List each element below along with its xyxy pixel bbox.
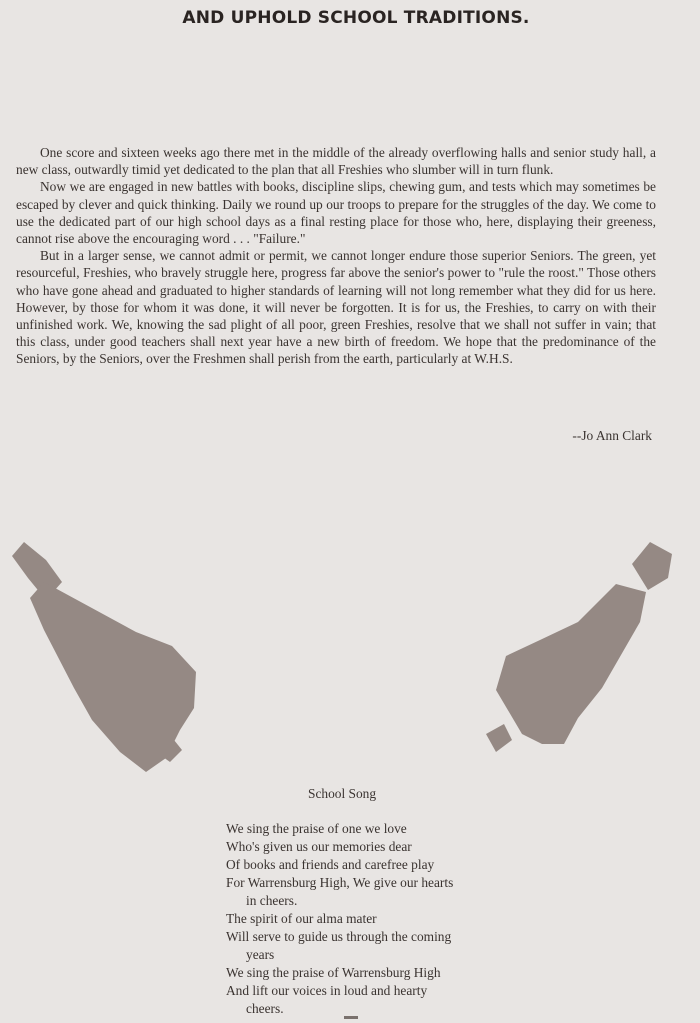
song-line: We sing the praise of one we love	[226, 821, 407, 836]
song-line: years	[246, 947, 275, 962]
essay-paragraph-3: But in a larger sense, we cannot admit or permit, we cannot longer endure those superior Seniors. The green, yet resourceful, Freshies, who bravely struggle here, progress far above the senior's power to "rule the roost." Those others who have gone ahead and graduated to higher standards of learning will not long remember what they did for us here. However, by those for whom it was done, it will never be forgotten. It is for us, the Freshies, to carry on with their unfinished work. We, knowing the sad plight of all poor, green Freshies, resolve that we shall not suffer in vain; that this class, under good teachers shall next year have a new birth of freedom. We hope that the predominance of the Seniors, by the Seniors, over the Freshmen shall perish from the earth, particularly at W.H.S.	[16, 248, 656, 367]
song-line: And lift our voices in loud and hearty	[226, 983, 428, 998]
author-signature: --Jo Ann Clark	[572, 428, 652, 443]
essay-body	[16, 144, 656, 368]
song-line: For Warrensburg High, We give our hearts	[226, 875, 454, 890]
torch-left-icon	[6, 538, 206, 778]
song-title: School Song	[308, 786, 377, 801]
essay-paragraph-1: One score and sixteen weeks ago there met in the middle of the already overflowing halls and senior study hall, a new class, outwardly timid yet dedicated to the plan that all Freshies who slumber will in turn flunk.	[16, 145, 656, 178]
song-line: Who's given us our memories dear	[226, 839, 412, 854]
song-line: Of books and friends and carefree play	[226, 857, 435, 872]
torch-right-icon	[482, 538, 682, 778]
song-lyrics	[226, 820, 453, 1018]
essay-paragraph-2: Now we are engaged in new battles with books, discipline slips, chewing gum, and tests which may sometimes be escaped by clever and quick thinking. Daily we round up our troops to prepare for the struggles of the day. We come to use the dedicated part of our high school days as a final resting place for those who, here, displaying their greeness, cannot rise above the encouraging word . . . "Failure."	[16, 179, 656, 247]
song-line: We sing the praise of Warrensburg High	[226, 965, 441, 980]
page-title: AND UPHOLD SCHOOL TRADITIONS.	[182, 8, 530, 28]
song-line: Will serve to guide us through the coming	[226, 929, 452, 944]
page-number-fragment	[344, 1016, 358, 1019]
song-line: in cheers.	[246, 893, 298, 908]
song-line: The spirit of our alma mater	[226, 911, 377, 926]
song-line: cheers.	[246, 1001, 284, 1016]
